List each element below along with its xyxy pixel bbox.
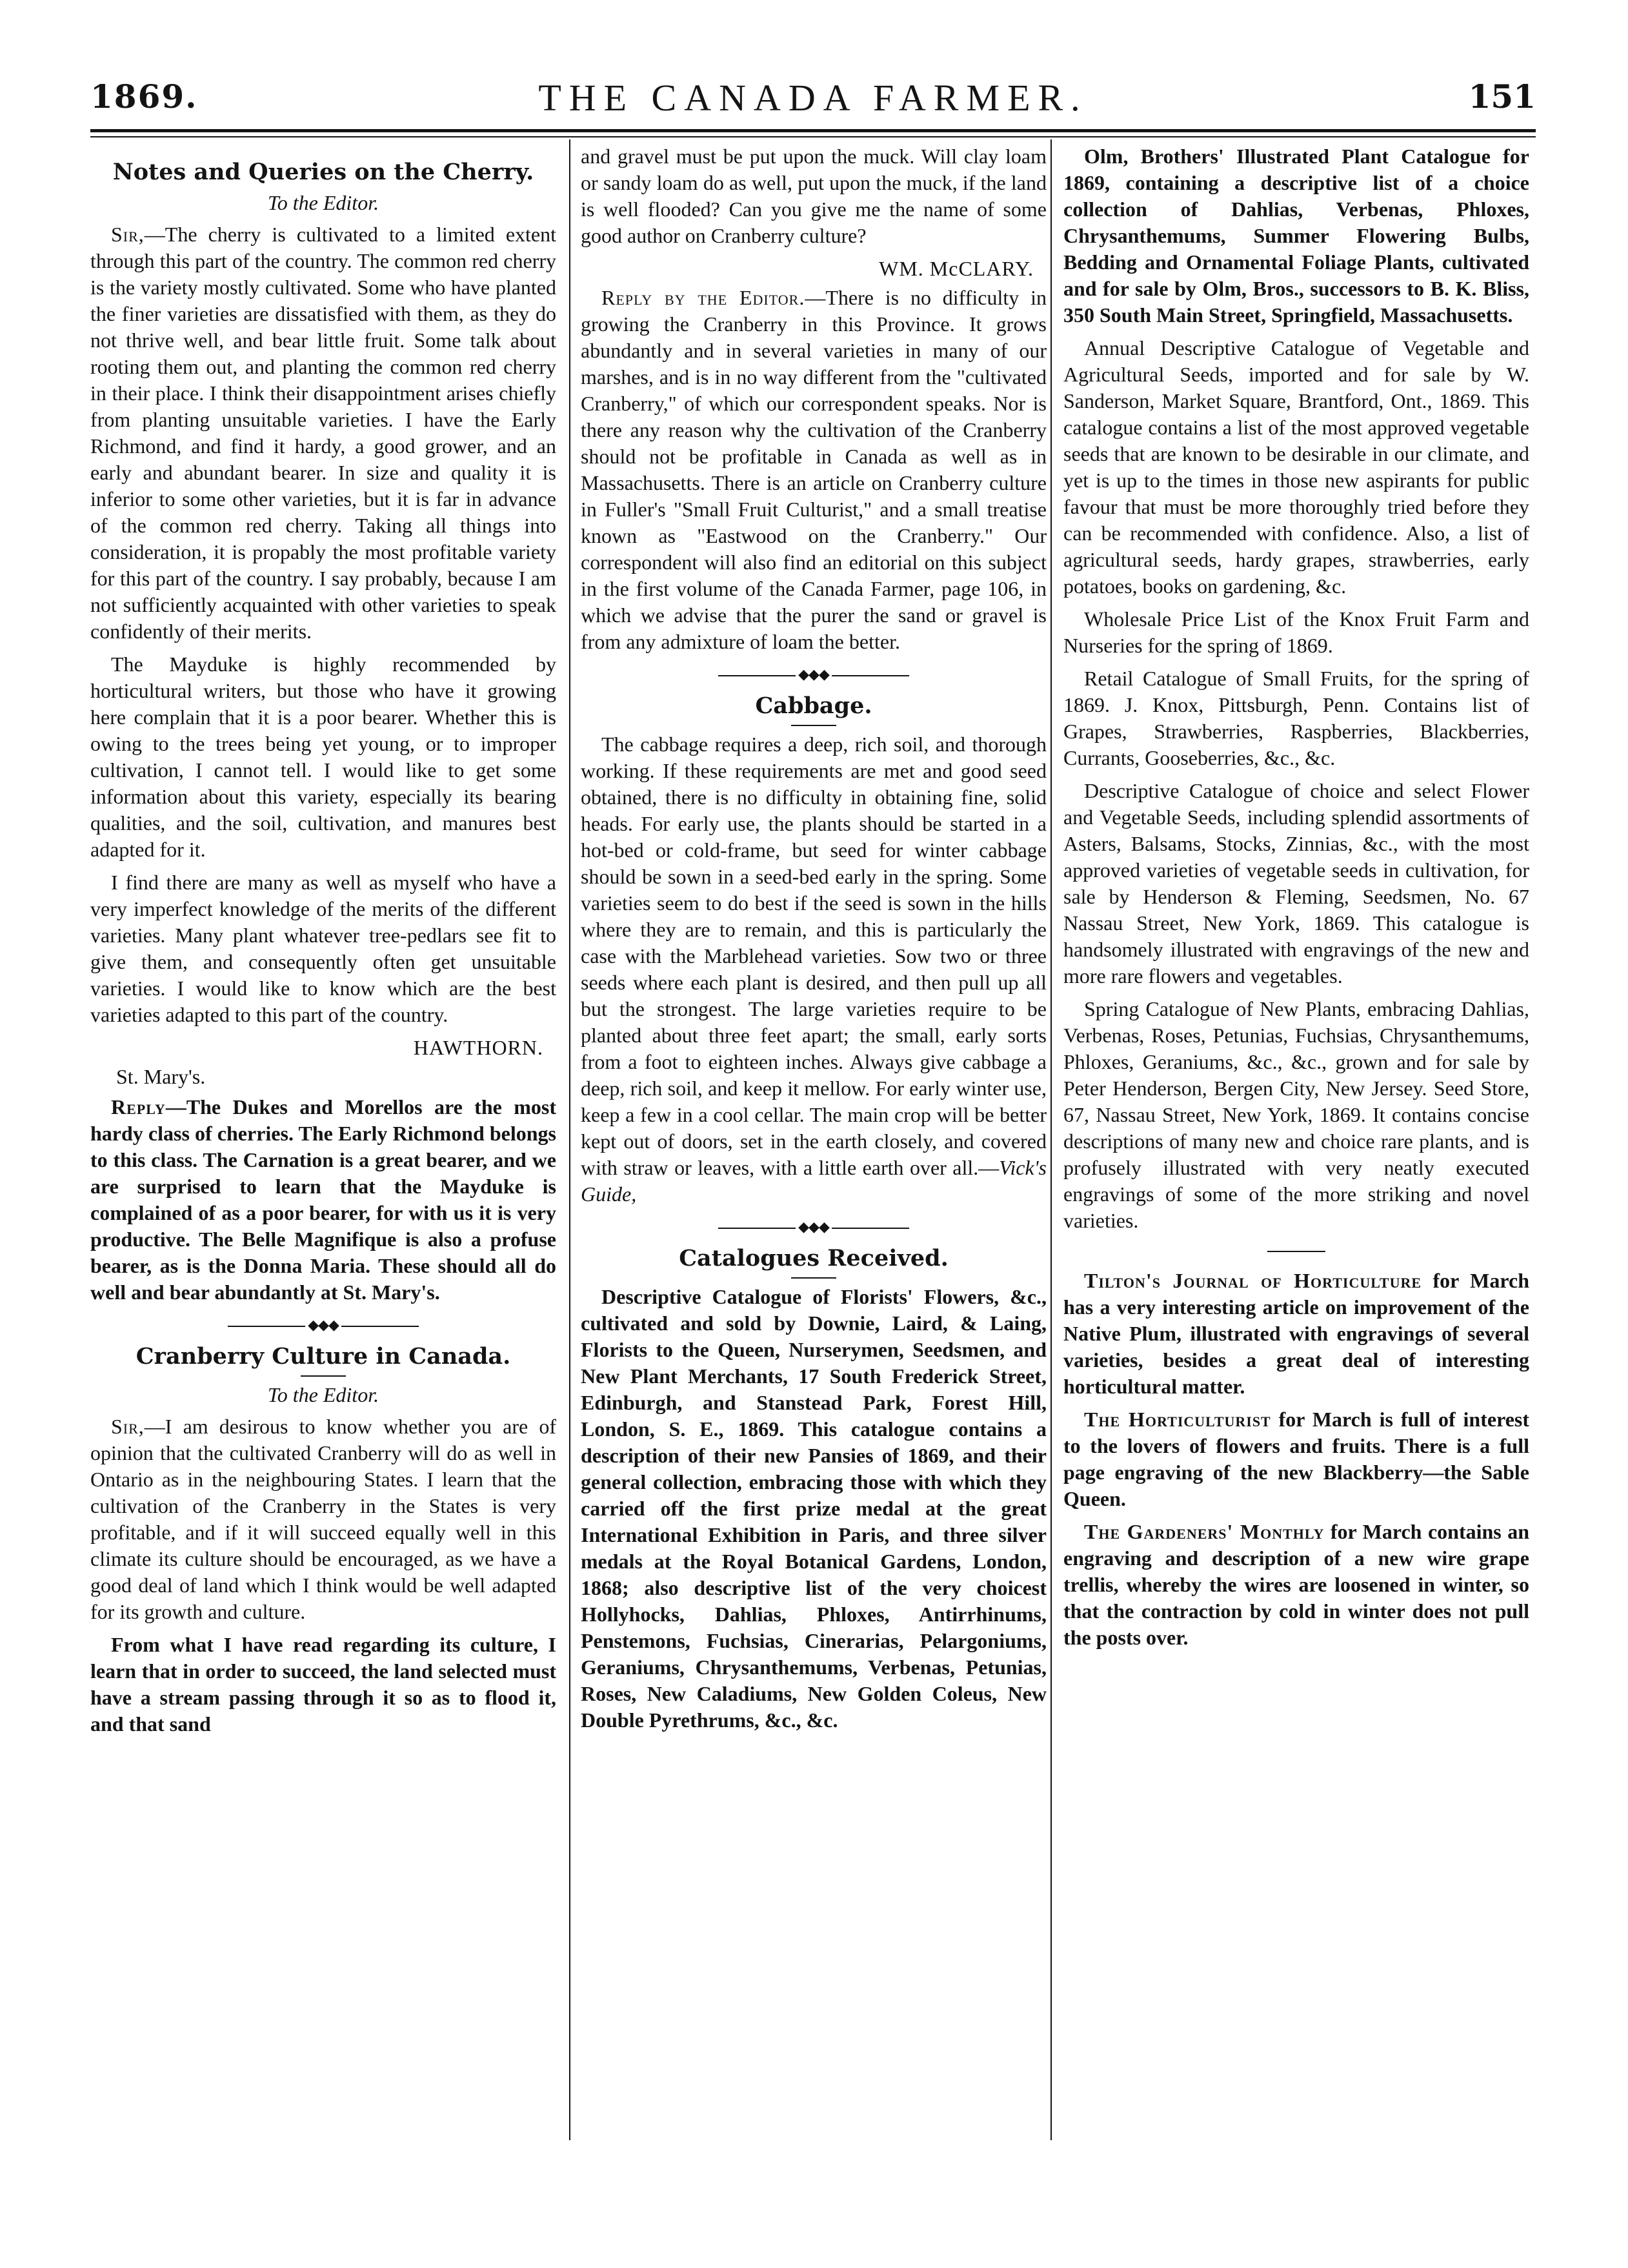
journal-name: The Horticulturist [1084, 1408, 1271, 1431]
paragraph-text: The cabbage requires a deep, rich soil, and thorough working. If these requirements are met and good seed obtained, there is no difficulty in obtaining fine, solid heads. For early use, the plants should be started in a hot-bed or cold-frame, but seed for winter cabbage should be sown in a seed-bed early in the spring. Some varieties seem to do best if the seed is sown in the hills where they are to remain, and this is particularly the case with the Marblehead varieties. Sow two or three seeds where each plant is desired, and then pull up all but the strongest. The large varieties require to be planted about three feet apart; the small, early sorts from a foot to eighteen inches. Always give cabbage a deep, rich soil, and keep it mellow. For early winter use, keep a few in a cool cellar. The main crop will be better kept out of doors, set in the earth closely, and covered with straw or leaves, with a little earth over all.— [581, 733, 1047, 1179]
title-rule [791, 725, 836, 726]
issue-year: 1869. [90, 77, 198, 116]
article-title-cabbage: Cabbage. [755, 693, 872, 719]
masthead [90, 71, 1536, 129]
signature: HAWTHORN. [413, 1036, 543, 1059]
source-citation: Vick's Guide, [581, 1156, 1047, 1206]
reply-text: —There is no difficulty in growing the Cranberry in this Province. It grows abundantly and in several varieties in many of our marshes, and is in no way different from the "cultivated Cranberry," of which our correspondent speaks. Nor is there any reason why the cultivation of the Cranberry should not be profitable in Canada as well as in Massachusetts. There is an article on Cranberry culture in Fuller's "Small Fruit Culturist," and a small treatise known as "Eastwood on the Cranberry." Our correspondent will also find an editorial on this subject in the first volume of the Canada Farmer, page 106, in which we advise that the purer the sand or gravel is from any admixture of loam the better. [581, 286, 1047, 653]
paragraph [1063, 1406, 1529, 1512]
newspaper-title: THE CANADA FARMER. [538, 77, 1088, 119]
paragraph-text: for March contains an engraving and description of a new wire grape trellis, whereby the wires are loosened in winter, so that the contraction by cold in winter does not pull the posts over. [1063, 1520, 1529, 1649]
paragraph: Annual Descriptive Catalogue of Vegetable and Agricultural Seeds, imported and for sale by W. Sanderson, Market Square, Brantford, Ont., 1869. This catalogue contains a list of the most approved vegetable seeds that are known to be desirable in our climate, and yet is up to the times in those new aspirants for public favour that must be more thoroughly tried before they can be recommended with confidence. Also, a list of agricultural seeds, hardy grapes, strawberries, early potatoes, books on gardening, &c. [1063, 336, 1529, 598]
dateline: St. Mary's. [116, 1065, 206, 1088]
paragraph: Olm, Brothers' Illustrated Plant Catalogue for 1869, containing a descriptive list of a choice collection of Dahlias, Verbenas, Phloxes, Chrysanthemums, Summer Flowering Bulbs, Bedding and Ornamental Foliage Plants, cultivated and for sale by Olm, Bros., successors to B. K. Bliss, 350 South Main Street, Springfield, Massachusetts. [1063, 145, 1529, 327]
paragraph: The Mayduke is highly recommended by horticultural writers, but those who have it growing here complain that it is a poor bearer. Whether this is owing to the trees being yet young, or to improper cultivation, I cannot tell. I would like to get some information about this variety, especially its bearing qualities, and the soil, cultivation, and manures best adapted for it. [90, 653, 556, 861]
paragraph-text: —The cherry is cultivated to a limited extent through this part of the country. The common red cherry is the variety mostly cultivated. Some who have planted the finer varieties are dissatisfied with them, as they do not thrive well, and bear little fruit. Some talk about rooting them out, and planting the common red cherry in their place. I think their disappointment arises chiefly from planting unsuitable varieties. I have the Early Richmond, and find it hardy, a good grower, and an early and abundant bearer. In size and quality it is inferior to some other varieties, but it is far in advance of the common red cherry. Taking all things into consideration, it is propably the most profitable variety for this part of the country. I say probably, because I am not sufficiently acquainted with other varieties to speak confidently of their merits. [90, 223, 556, 643]
journal-name: Tilton's Journal of Horticulture [1084, 1269, 1422, 1292]
journal-name: The Gardeners' Monthly [1084, 1520, 1325, 1543]
paragraph [1063, 1268, 1529, 1400]
paragraph: Descriptive Catalogue of choice and select Flower and Vegetable Seeds, including splendid assortments of Asters, Balsams, Stocks, Zinnias, &c., with the most approved varieties of vegetable seeds in cultivation, for sale by Henderson & Fleming, Seedsmen, No. 67 Nassau Street, New York, 1869. This catalogue is handsomely illustrated with engravings of the new and more rare flowers and vegetables. [1063, 779, 1529, 987]
paragraph-text: for March has a very interesting article on improvement of the Native Plum, illustrated with engravings of several varieties, besides a great deal of interesting horticultural matter. [1063, 1269, 1529, 1398]
salutation: Sir, [111, 223, 145, 246]
page-number: 151 [1468, 77, 1536, 116]
section-rule [1267, 1251, 1325, 1252]
paragraph-text: —I am desirous to know whether you are of opinion that the cultivated Cranberry will do as well in Ontario as in the neighbouring States. I learn that the cultivation of the Cranberry in the States is very profitable, and if it will succeed equally well in this climate its culture should be encouraged, as we have a good deal of land which I think would be well adapted for its growth and culture. [90, 1415, 556, 1623]
article-title-cranberry: Cranberry Culture in Canada. [136, 1343, 511, 1370]
paragraph: Spring Catalogue of New Plants, embracing Dahlias, Verbenas, Roses, Petunias, Fuchsias, Chrysanthemums, Phloxes, Geraniums, &c., &c., grown and for sale by Peter Henderson, Bergen City, New Jersey. Seed Store, 67, Nassau Street, New York, 1869. It contains concise descriptions of many new and choice rare plants, and is profusely illustrated with very neatly executed engravings of some of the more striking and novel varieties. [1063, 997, 1529, 1232]
reply-paragraph [90, 1094, 556, 1306]
paragraph [90, 221, 556, 645]
reply-paragraph [581, 285, 1047, 655]
masthead-rule-thin [90, 136, 1536, 137]
paragraph [581, 731, 1047, 1208]
signature: WM. McCLARY. [879, 257, 1034, 280]
salutation: Sir, [111, 1415, 145, 1438]
byline: To the Editor. [267, 191, 379, 214]
paragraph-text: for March is full of interest to the lovers of flowers and fruits. There is a full page engraving of the new Blackberry—the Sable Queen. [1063, 1408, 1529, 1510]
column-3 [1063, 143, 1529, 2138]
title-rule [791, 1277, 836, 1279]
reply-lead: Reply [111, 1095, 166, 1119]
paragraph: I find there are many as well as myself who have a very imperfect knowledge of the merits of the different varieties. Many plant whatever tree-pedlars see fit to give them, and consequently often get unsuitable varieties. I would like to know which are the best varieties adapted to this part of the country. [90, 871, 556, 1026]
title-rule [301, 1375, 346, 1377]
column-divider-1 [569, 139, 570, 2140]
article-title-cherry: Notes and Queries on the Cherry. [112, 159, 534, 185]
paragraph: Retail Catalogue of Small Fruits, for the spring of 1869. J. Knox, Pittsburgh, Penn. Contains list of Grapes, Strawberries, Raspberries, Blackberries, Currants, Gooseberries, &c., &c. [1063, 667, 1529, 769]
section-ornament: ◆◆◆ [581, 667, 1047, 682]
column-1 [90, 143, 556, 2138]
paragraph: Wholesale Price List of the Knox Fruit Farm and Nurseries for the spring of 1869. [1063, 607, 1529, 657]
reply-lead: Reply by the Editor. [601, 286, 805, 309]
section-ornament: ◆◆◆ [90, 1317, 556, 1333]
masthead-rule-thick [90, 129, 1536, 132]
column-2 [581, 143, 1047, 2138]
column-divider-2 [1050, 139, 1052, 2140]
paragraph-continued: and gravel must be put upon the muck. Will clay loam or sandy loam do as well, put upon the muck, if the land is well flooded? Can you give me the name of some good author on Cranberry culture? [581, 145, 1047, 247]
section-ornament: ◆◆◆ [581, 1219, 1047, 1235]
paragraph [90, 1413, 556, 1625]
reply-text: —The Dukes and Morellos are the most hardy class of cherries. The Early Richmond belongs to this class. The Carnation is a great bearer, and we are surprised to learn that the Mayduke is complained of as a poor bearer, for with us it is very productive. The Belle Magnifique is also a profuse bearer, as is the Donna Maria. These should all do well and bear abundantly at St. Mary's. [90, 1095, 556, 1304]
article-title-catalogues: Catalogues Received. [679, 1245, 949, 1271]
paragraph [1063, 1519, 1529, 1651]
paragraph: From what I have read regarding its culture, I learn that in order to succeed, the land selected must have a stream passing through it so as to flood it, and that sand [90, 1633, 556, 1736]
byline: To the Editor. [267, 1383, 379, 1406]
paragraph: Descriptive Catalogue of Florists' Flowers, &c., cultivated and sold by Downie, Laird, & Laing, Florists to the Queen, Nurserymen, Seedsmen, and New Plant Merchants, 17 South Frederick Street, Edinburgh, and Stanstead Park, Forest Hill, London, S. E., 1869. This catalogue contains a description of their new Pansies of 1869, and their general collection, embracing those with which they carried off the first prize medal at the great International Exhibition in Paris, and three silver medals at the Royal Botanical Gardens, London, 1868; also descriptive list of the very choicest Hollyhocks, Dahlias, Phloxes, Antirrhinums, Penstemons, Fuchsias, Cinerarias, Pelargoniums, Geraniums, Chrysanthemums, Verbenas, Petunias, Roses, New Caladiums, New Golden Coleus, New Double Pyrethrums, &c., &c. [581, 1285, 1047, 1732]
